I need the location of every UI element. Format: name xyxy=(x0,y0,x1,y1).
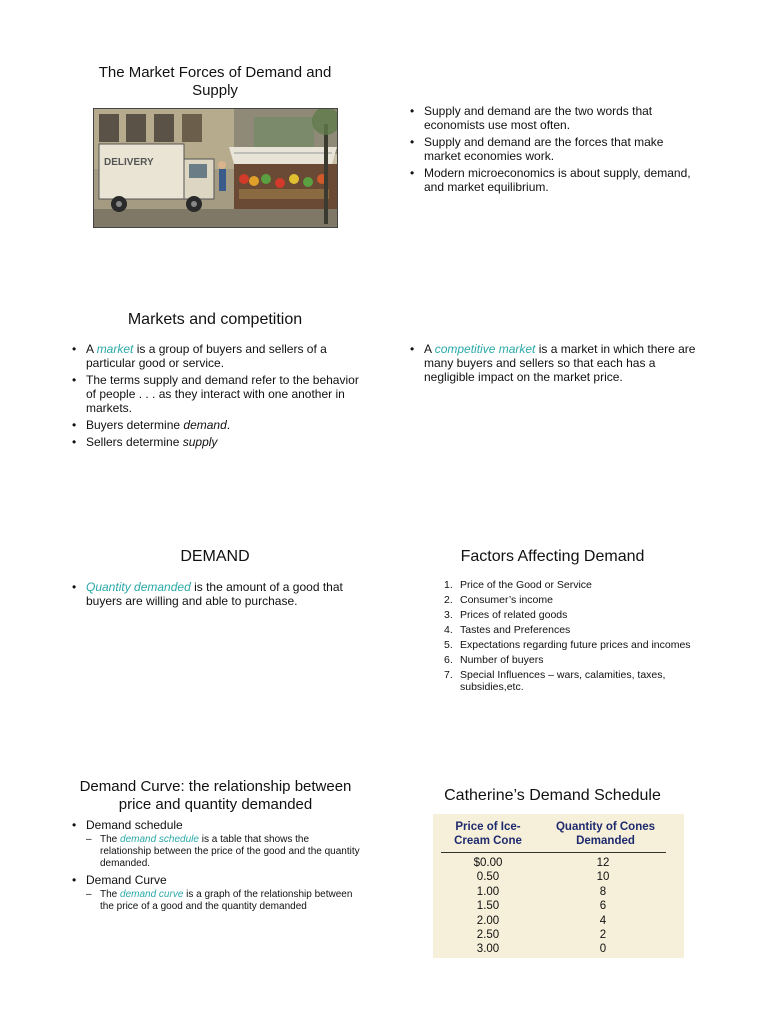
market-definition: • A market is a group of buyers and sellers of a particular good or service. xyxy=(72,342,362,370)
demand-curve-definition: – The demand curve is a graph of the relationship between the price of a good and the quantity demanded xyxy=(86,889,362,913)
quantity-demanded-definition: • Quantity demanded is the amount of a good that buyers are willing and able to purchase. xyxy=(72,580,362,608)
factor-item: 1. Price of the Good or Service xyxy=(444,579,592,591)
demand-schedule-definition: – The demand schedule is a table that shows the relationship between the price of the good and the quantity demanded. xyxy=(86,834,362,870)
slide2-left-bullets xyxy=(72,342,362,452)
factors-list xyxy=(440,579,700,696)
factor-item: 3. Prices of related goods xyxy=(444,609,568,621)
slide5-title: Demand Curve: the relationship between price and quantity demanded xyxy=(79,778,352,813)
term-market: market xyxy=(96,342,134,356)
slide2-title: Markets and competition xyxy=(127,311,303,328)
table-row: 0.50 10 xyxy=(476,871,610,884)
term-competitive-market: competitive market xyxy=(434,342,536,356)
slide5-bullets xyxy=(72,818,362,916)
competitive-market-definition: • A competitive market is a market in which there are many buyers and sellers so that each has a negligible impact on the market price. xyxy=(410,342,700,384)
demand-schedule-sublist xyxy=(86,834,362,870)
table-row: 1.00 8 xyxy=(476,885,607,898)
factor-item: 2. Consumer’s income xyxy=(444,594,553,606)
factor-item: 4. Tastes and Preferences xyxy=(444,624,571,636)
slide1-title: The Market Forces of Demand and Supply xyxy=(98,64,332,99)
slide1-bullet: • Supply and demand are the two words that economists use most often. xyxy=(410,104,700,132)
factor-item: 6. Number of buyers xyxy=(444,654,544,666)
slide1-bullet: • Modern microeconomics is about supply, demand, and market equilibrium. xyxy=(410,166,700,194)
schedule-col-price: Price of Ice-Cream Cone xyxy=(454,821,522,847)
slide6-title: Catherine’s Demand Schedule xyxy=(444,787,661,804)
schedule-body xyxy=(433,856,663,957)
factor-item: 5. Expectations regarding future prices and incomes xyxy=(444,639,691,651)
demand-schedule-bullet: • Demand schedule – The demand schedule is a table that shows the relationship between the price of the good and the quantity demanded. xyxy=(72,818,362,870)
slide2-right-bullets xyxy=(410,342,700,387)
factor-item: 7. Special Influences – wars, calamities, taxes, subsidies,etc. xyxy=(444,669,666,693)
buyers-determine: • Buyers determine demand. xyxy=(72,418,362,432)
table-row: $0.00 12 xyxy=(473,857,610,869)
market-illustration xyxy=(93,108,338,228)
delivery-sign-text: DELIVERY xyxy=(104,157,154,168)
slide3-bullets xyxy=(72,580,362,611)
demand-curve-sublist xyxy=(86,889,362,913)
schedule-header-rule xyxy=(441,852,666,853)
table-row: 2.50 2 xyxy=(476,929,607,942)
slide1-bullet: • Supply and demand are the forces that make market economies work. xyxy=(410,135,700,163)
table-row: 3.00 0 xyxy=(476,943,607,956)
sellers-determine: • Sellers determine supply xyxy=(72,435,362,449)
slide1-bullets xyxy=(410,104,700,197)
term-demand-schedule: demand schedule xyxy=(120,834,199,845)
demand-curve-bullet: • Demand Curve – The demand curve is a graph of the relationship between the price of a good and the quantity demanded xyxy=(72,873,362,913)
term-demand-curve: demand curve xyxy=(120,889,184,900)
term-quantity-demanded: Quantity demanded xyxy=(86,580,191,594)
slide3-title: DEMAND xyxy=(180,548,250,565)
supply-demand-behavior: • The terms supply and demand refer to the behavior of people . . . as they interact with one another in markets. xyxy=(72,373,362,415)
table-row: 2.00 4 xyxy=(476,914,607,927)
schedule-header xyxy=(443,820,658,848)
table-row: 1.50 6 xyxy=(476,900,607,913)
slide4-title: Factors Affecting Demand xyxy=(460,548,645,565)
market-scene-image xyxy=(94,109,337,227)
demand-schedule-table xyxy=(433,814,684,958)
schedule-col-quantity: Quantity of Cones Demanded xyxy=(555,821,656,847)
